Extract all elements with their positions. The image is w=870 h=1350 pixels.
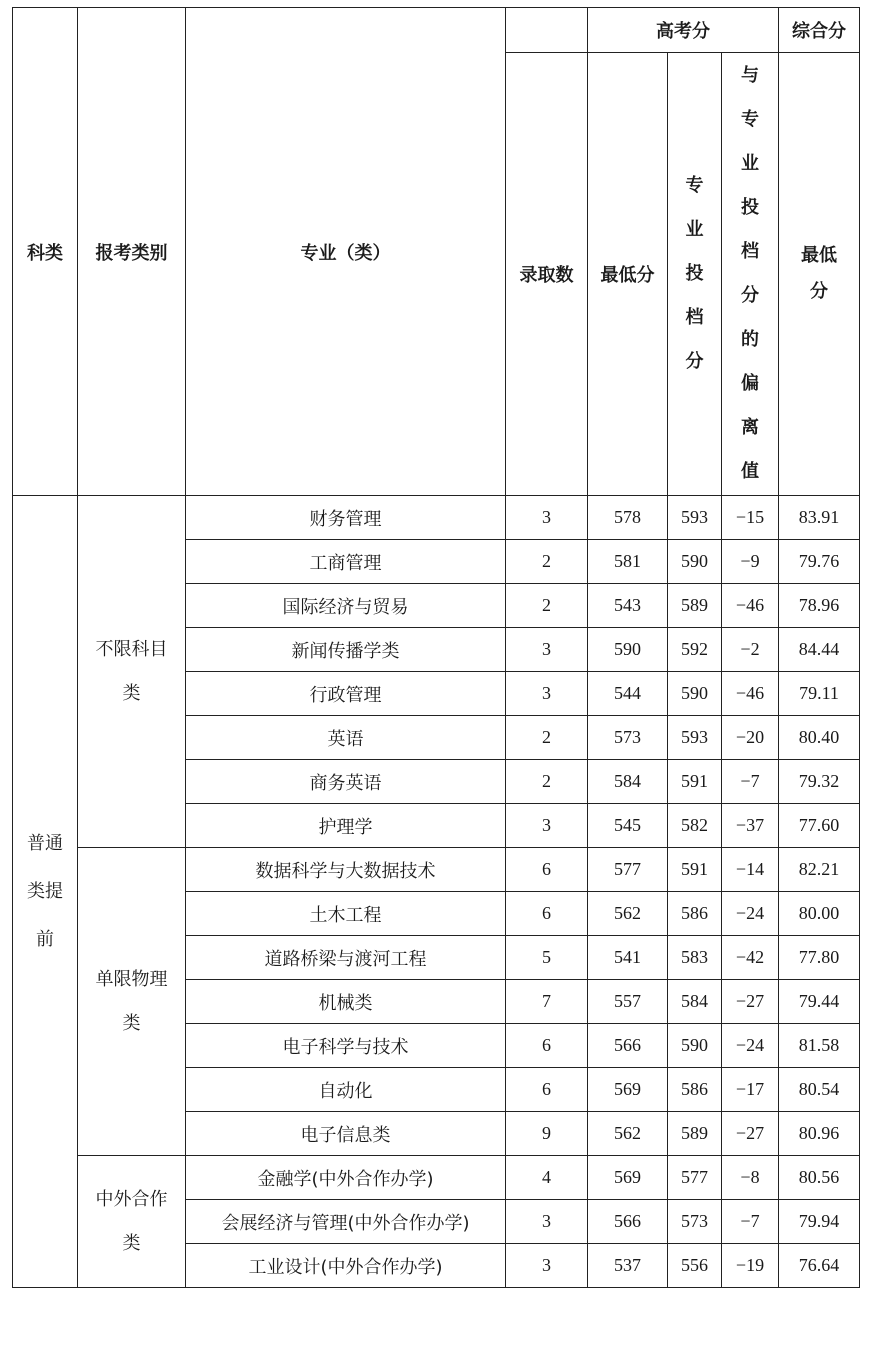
threshold-cell: 590 — [668, 540, 722, 584]
threshold-cell: 573 — [668, 1200, 722, 1244]
composite-cell: 79.94 — [779, 1200, 860, 1244]
admitted-cell: 3 — [506, 1200, 588, 1244]
composite-cell: 80.54 — [779, 1068, 860, 1112]
admitted-cell: 2 — [506, 584, 588, 628]
header-composite: 综合分 — [779, 8, 860, 53]
admitted-cell: 7 — [506, 980, 588, 1024]
composite-cell: 77.60 — [779, 804, 860, 848]
min-score-cell: 557 — [588, 980, 668, 1024]
threshold-cell: 589 — [668, 1112, 722, 1156]
min-score-cell: 581 — [588, 540, 668, 584]
deviation-cell: −37 — [722, 804, 779, 848]
major-cell: 国际经济与贸易 — [186, 584, 506, 628]
admitted-cell: 5 — [506, 936, 588, 980]
header-gaokao: 高考分 — [588, 8, 779, 53]
major-cell: 护理学 — [186, 804, 506, 848]
admitted-cell: 2 — [506, 760, 588, 804]
header-composite-min — [779, 53, 860, 496]
threshold-cell: 593 — [668, 716, 722, 760]
table-row — [13, 848, 860, 892]
major-cell: 新闻传播学类 — [186, 628, 506, 672]
threshold-cell: 577 — [668, 1156, 722, 1200]
category-label: 单限物理类 — [95, 968, 168, 1034]
subject-label: 普通类提前 — [27, 832, 63, 950]
header-admitted: 录取数 — [506, 53, 588, 496]
composite-cell: 78.96 — [779, 584, 860, 628]
composite-cell: 83.91 — [779, 496, 860, 540]
min-score-cell: 566 — [588, 1200, 668, 1244]
admitted-cell: 9 — [506, 1112, 588, 1156]
min-score-cell: 543 — [588, 584, 668, 628]
major-cell: 机械类 — [186, 980, 506, 1024]
admitted-cell: 2 — [506, 716, 588, 760]
admitted-cell: 3 — [506, 804, 588, 848]
major-cell: 土木工程 — [186, 892, 506, 936]
major-cell: 商务英语 — [186, 760, 506, 804]
header-composite-min-text: 最低分 — [801, 245, 838, 302]
min-score-cell: 566 — [588, 1024, 668, 1068]
header-blank-cell — [506, 8, 588, 53]
major-cell: 工业设计(中外合作办学) — [186, 1244, 506, 1288]
composite-cell: 82.21 — [779, 848, 860, 892]
admitted-cell: 3 — [506, 628, 588, 672]
category-label: 不限科目类 — [95, 638, 168, 704]
major-cell: 英语 — [186, 716, 506, 760]
deviation-cell: −2 — [722, 628, 779, 672]
admitted-cell: 6 — [506, 1024, 588, 1068]
deviation-cell: −24 — [722, 892, 779, 936]
composite-cell: 84.44 — [779, 628, 860, 672]
header-min-score: 最低分 — [588, 53, 668, 496]
composite-cell: 81.58 — [779, 1024, 860, 1068]
min-score-cell: 577 — [588, 848, 668, 892]
threshold-cell: 591 — [668, 848, 722, 892]
category-cell — [78, 496, 186, 848]
composite-cell: 76.64 — [779, 1244, 860, 1288]
major-cell: 工商管理 — [186, 540, 506, 584]
deviation-cell: −27 — [722, 980, 779, 1024]
admitted-cell: 3 — [506, 1244, 588, 1288]
major-cell: 电子信息类 — [186, 1112, 506, 1156]
min-score-cell: 537 — [588, 1244, 668, 1288]
admitted-cell: 6 — [506, 892, 588, 936]
deviation-cell: −7 — [722, 760, 779, 804]
threshold-cell: 583 — [668, 936, 722, 980]
composite-cell: 79.11 — [779, 672, 860, 716]
threshold-cell: 591 — [668, 760, 722, 804]
composite-cell: 80.00 — [779, 892, 860, 936]
min-score-cell: 569 — [588, 1068, 668, 1112]
composite-cell: 79.44 — [779, 980, 860, 1024]
composite-cell: 79.76 — [779, 540, 860, 584]
admitted-cell: 2 — [506, 540, 588, 584]
composite-cell: 80.56 — [779, 1156, 860, 1200]
deviation-cell: −19 — [722, 1244, 779, 1288]
major-cell: 道路桥梁与渡河工程 — [186, 936, 506, 980]
min-score-cell: 578 — [588, 496, 668, 540]
admitted-cell: 3 — [506, 496, 588, 540]
threshold-cell: 590 — [668, 1024, 722, 1068]
header-deviation-text: 与专业投档分的偏离值 — [741, 65, 759, 482]
composite-cell: 79.32 — [779, 760, 860, 804]
min-score-cell: 545 — [588, 804, 668, 848]
threshold-cell: 586 — [668, 892, 722, 936]
deviation-cell: −46 — [722, 672, 779, 716]
min-score-cell: 573 — [588, 716, 668, 760]
min-score-cell: 541 — [588, 936, 668, 980]
category-label: 中外合作类 — [95, 1188, 168, 1254]
header-major-threshold — [668, 53, 722, 496]
major-cell: 电子科学与技术 — [186, 1024, 506, 1068]
deviation-cell: −7 — [722, 1200, 779, 1244]
major-cell: 金融学(中外合作办学) — [186, 1156, 506, 1200]
admitted-cell: 4 — [506, 1156, 588, 1200]
admitted-cell: 6 — [506, 1068, 588, 1112]
min-score-cell: 562 — [588, 892, 668, 936]
composite-cell: 77.80 — [779, 936, 860, 980]
min-score-cell: 584 — [588, 760, 668, 804]
deviation-cell: −15 — [722, 496, 779, 540]
min-score-cell: 569 — [588, 1156, 668, 1200]
admitted-cell: 6 — [506, 848, 588, 892]
table-row — [13, 1156, 860, 1200]
threshold-cell: 590 — [668, 672, 722, 716]
deviation-cell: −9 — [722, 540, 779, 584]
major-cell: 自动化 — [186, 1068, 506, 1112]
major-cell: 行政管理 — [186, 672, 506, 716]
threshold-cell: 592 — [668, 628, 722, 672]
admission-score-table — [12, 7, 860, 1288]
major-cell: 数据科学与大数据技术 — [186, 848, 506, 892]
deviation-cell: −8 — [722, 1156, 779, 1200]
min-score-cell: 590 — [588, 628, 668, 672]
header-major-threshold-text: 专业投档分 — [685, 175, 704, 372]
table-row — [13, 496, 860, 540]
composite-cell: 80.96 — [779, 1112, 860, 1156]
subject-cell — [13, 496, 78, 1288]
min-score-cell: 562 — [588, 1112, 668, 1156]
admitted-cell: 3 — [506, 672, 588, 716]
deviation-cell: −46 — [722, 584, 779, 628]
threshold-cell: 584 — [668, 980, 722, 1024]
major-cell: 财务管理 — [186, 496, 506, 540]
min-score-cell: 544 — [588, 672, 668, 716]
threshold-cell: 582 — [668, 804, 722, 848]
composite-cell: 80.40 — [779, 716, 860, 760]
threshold-cell: 586 — [668, 1068, 722, 1112]
deviation-cell: −42 — [722, 936, 779, 980]
category-cell — [78, 848, 186, 1156]
category-cell — [78, 1156, 186, 1288]
deviation-cell: −27 — [722, 1112, 779, 1156]
deviation-cell: −14 — [722, 848, 779, 892]
header-subject: 科类 — [13, 8, 78, 496]
threshold-cell: 589 — [668, 584, 722, 628]
threshold-cell: 556 — [668, 1244, 722, 1288]
threshold-cell: 593 — [668, 496, 722, 540]
header-deviation — [722, 53, 779, 496]
deviation-cell: −24 — [722, 1024, 779, 1068]
deviation-cell: −20 — [722, 716, 779, 760]
header-major: 专业（类） — [186, 8, 506, 496]
header-category: 报考类别 — [78, 8, 186, 496]
deviation-cell: −17 — [722, 1068, 779, 1112]
major-cell: 会展经济与管理(中外合作办学) — [186, 1200, 506, 1244]
